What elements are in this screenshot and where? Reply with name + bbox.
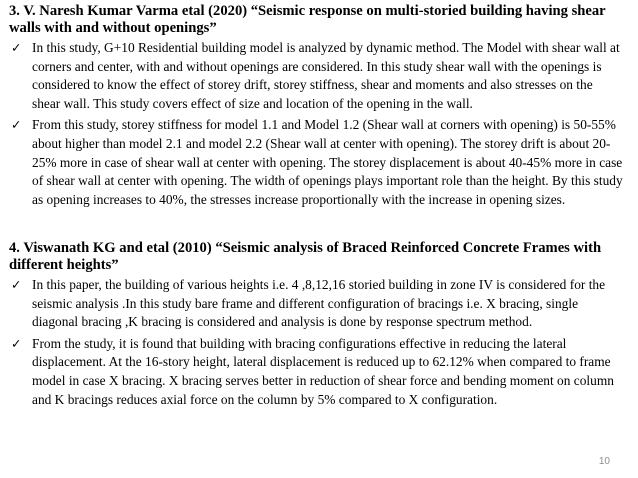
bullet-text: In this study, G+10 Residential building model is analyzed by dynamic method. The Model with shear wall at corners and center, with and without openings are considered. In this study shear wall with the openings is considered to know the effect of storey drift, storey stiffness, shear and moments and also stresses on the shear wall. This study covers effect of size and location of the opening in the wall. xyxy=(32,40,620,111)
review-section-varma xyxy=(9,3,624,212)
bullet-list xyxy=(9,39,624,209)
review-section-viswanath xyxy=(9,240,624,412)
bullet-text: From this study, storey stiffness for model 1.1 and Model 1.2 (Shear wall at corners with opening) is 50-55% about higher than model 2.1 and model 2.2 (Shear wall at center with opening). The storey drift is about 20-25% more in case of shear wall at center with opening. The storey displacement is about 40-45% more in case of shear wall at center with opening. The width of openings plays important role than the height. By this study as opening increases to 40%, the stresses increase proportionally with the increase in opening sizes. xyxy=(32,117,623,207)
bullet-item xyxy=(9,116,624,209)
bullet-item xyxy=(9,39,624,113)
bullet-text: From the study, it is found that building with bracing configurations effective in reducing the lateral displacement. At the 16-story height, lateral displacement is reduced up to 62.12% when compared to frame model in case X bracing. X bracing serves better in reduction of shear force and bending moment on column and K bracings reduces axial force on the column by 5% compared to X configuration. xyxy=(32,335,614,407)
page-number: 10 xyxy=(598,456,610,467)
checkmark-icon: ✓ xyxy=(11,117,22,133)
bullet-item xyxy=(9,276,624,332)
checkmark-icon: ✓ xyxy=(11,277,22,292)
bullet-item xyxy=(9,335,624,409)
checkmark-icon: ✓ xyxy=(11,40,22,55)
bullet-text: In this paper, the building of various heights i.e. 4 ,8,12,16 storied building in zone IV is considered for the seismic analysis .In this study bare frame and different configuration of bracings i.e. X bracing, single diagonal bracing ,K bracing is considered and analysis is done by response spectrum method. xyxy=(32,277,606,330)
checkmark-icon: ✓ xyxy=(11,335,22,351)
bullet-list xyxy=(9,276,624,409)
section-heading: 4. Viswanath KG and etal (2010) “Seismic analysis of Braced Reinforced Concrete Frames with different heights” xyxy=(9,240,602,273)
section-heading: 3. V. Naresh Kumar Varma etal (2020) “Seismic response on multi-storied building having shear walls with and without openings” xyxy=(9,3,606,36)
